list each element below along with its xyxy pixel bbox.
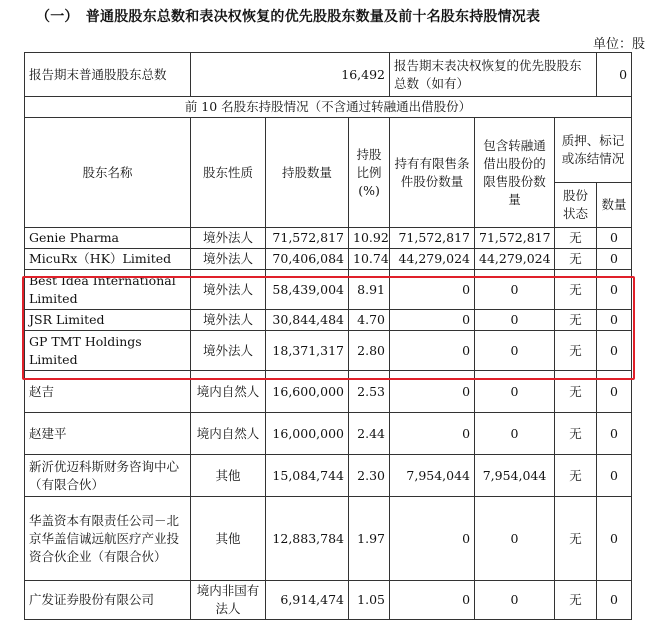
- row-shares: 18,371,317: [266, 331, 349, 371]
- header-ratio: 持股比例(%): [349, 118, 390, 228]
- row-restricted: 71,572,817: [390, 228, 475, 249]
- row-restricted: 0: [390, 371, 475, 413]
- row-shares: 16,600,000: [266, 371, 349, 413]
- table-row: [25, 228, 632, 249]
- row-status: 无: [555, 310, 597, 331]
- row-type: 境外法人: [191, 310, 266, 331]
- pref-holders-value: 0: [597, 53, 632, 97]
- row-status: 无: [555, 371, 597, 413]
- section-row: [25, 97, 632, 118]
- row-type: 境外法人: [191, 270, 266, 310]
- row-name: 新沂优迈科斯财务咨询中心（有限合伙）: [25, 455, 191, 497]
- shareholder-table: [24, 52, 632, 620]
- row-ratio: 1.05: [349, 581, 390, 620]
- header-row-1: [25, 118, 632, 183]
- row-name: 华盖资本有限责任公司－北京华盖信诚远航医疗产业投资合伙企业（有限合伙）: [25, 497, 191, 581]
- unit-label: 单位：股: [592, 37, 645, 52]
- row-name: Best Idea International Limited: [25, 270, 191, 310]
- table-row: [25, 581, 632, 620]
- row-lent: 0: [475, 310, 555, 331]
- row-type: 其他: [191, 497, 266, 581]
- row-status: 无: [555, 228, 597, 249]
- common-holders-label: 报告期末普通股股东总数: [25, 53, 191, 97]
- row-qty: 0: [597, 497, 632, 581]
- header-type: 股东性质: [191, 118, 266, 228]
- header-pledge: 质押、标记或冻结情况: [555, 118, 632, 183]
- row-ratio: 8.91: [349, 270, 390, 310]
- row-restricted: 0: [390, 270, 475, 310]
- row-status: 无: [555, 331, 597, 371]
- header-restricted: 持有有限售条件股份数量: [390, 118, 475, 228]
- row-shares: 70,406,084: [266, 249, 349, 270]
- row-restricted: 0: [390, 497, 475, 581]
- row-shares: 71,572,817: [266, 228, 349, 249]
- row-lent: 71,572,817: [475, 228, 555, 249]
- row-ratio: 1.97: [349, 497, 390, 581]
- row-lent: 0: [475, 331, 555, 371]
- row-shares: 15,084,744: [266, 455, 349, 497]
- row-shares: 30,844,484: [266, 310, 349, 331]
- row-name: MicuRx（HK）Limited: [25, 249, 191, 270]
- row-ratio: 2.44: [349, 413, 390, 455]
- row-type: 境外法人: [191, 249, 266, 270]
- header-lent-restricted: 包含转融通借出股份的限售股份数量: [475, 118, 555, 228]
- row-lent: 0: [475, 270, 555, 310]
- row-status: 无: [555, 270, 597, 310]
- row-lent: 7,954,044: [475, 455, 555, 497]
- row-qty: 0: [597, 310, 632, 331]
- row-lent: 0: [475, 371, 555, 413]
- row-status: 无: [555, 413, 597, 455]
- row-qty: 0: [597, 455, 632, 497]
- row-qty: 0: [597, 249, 632, 270]
- row-qty: 0: [597, 581, 632, 620]
- row-name: 赵建平: [25, 413, 191, 455]
- row-name: 赵吉: [25, 371, 191, 413]
- table-row: [25, 497, 632, 581]
- row-restricted: 0: [390, 581, 475, 620]
- pref-holders-label: 报告期末表决权恢复的优先股股东总数（如有）: [390, 53, 597, 97]
- row-restricted: 0: [390, 310, 475, 331]
- row-status: 无: [555, 455, 597, 497]
- table-row: [25, 371, 632, 413]
- row-type: 其他: [191, 455, 266, 497]
- row-type: 境外法人: [191, 331, 266, 371]
- row-restricted: 7,954,044: [390, 455, 475, 497]
- header-pledge-status: 股份状态: [555, 183, 597, 228]
- row-name: Genie Pharma: [25, 228, 191, 249]
- row-qty: 0: [597, 331, 632, 371]
- row-ratio: 10.74: [349, 249, 390, 270]
- row-name: JSR Limited: [25, 310, 191, 331]
- table-row: [25, 413, 632, 455]
- row-status: 无: [555, 249, 597, 270]
- section-title: 前 10 名股东持股情况（不含通过转融通出借股份）: [25, 97, 632, 118]
- row-lent: 0: [475, 413, 555, 455]
- common-holders-value: 16,492: [191, 53, 390, 97]
- row-restricted: 0: [390, 413, 475, 455]
- row-lent: 44,279,024: [475, 249, 555, 270]
- table-row: [25, 249, 632, 270]
- row-type: 境外法人: [191, 228, 266, 249]
- row-ratio: 2.53: [349, 371, 390, 413]
- table-row: [25, 331, 632, 371]
- summary-row: [25, 53, 632, 97]
- row-shares: 58,439,004: [266, 270, 349, 310]
- row-shares: 16,000,000: [266, 413, 349, 455]
- table-row: [25, 270, 632, 310]
- row-name: 广发证券股份有限公司: [25, 581, 191, 620]
- row-lent: 0: [475, 581, 555, 620]
- table-row: [25, 455, 632, 497]
- row-lent: 0: [475, 497, 555, 581]
- row-ratio: 2.80: [349, 331, 390, 371]
- row-shares: 12,883,784: [266, 497, 349, 581]
- row-qty: 0: [597, 371, 632, 413]
- row-type: 境内非国有法人: [191, 581, 266, 620]
- header-name: 股东名称: [25, 118, 191, 228]
- row-shares: 6,914,474: [266, 581, 349, 620]
- header-pledge-qty: 数量: [597, 183, 632, 228]
- row-ratio: 4.70: [349, 310, 390, 331]
- row-status: 无: [555, 497, 597, 581]
- row-type: 境内自然人: [191, 413, 266, 455]
- header-shares: 持股数量: [266, 118, 349, 228]
- table-title: （一） 普通股股东总数和表决权恢复的优先股股东数量及前十名股东持股情况表: [36, 9, 541, 25]
- row-qty: 0: [597, 413, 632, 455]
- row-restricted: 0: [390, 331, 475, 371]
- row-status: 无: [555, 581, 597, 620]
- row-qty: 0: [597, 228, 632, 249]
- row-name: GP TMT Holdings Limited: [25, 331, 191, 371]
- row-type: 境内自然人: [191, 371, 266, 413]
- row-restricted: 44,279,024: [390, 249, 475, 270]
- row-ratio: 10.92: [349, 228, 390, 249]
- row-ratio: 2.30: [349, 455, 390, 497]
- row-qty: 0: [597, 270, 632, 310]
- table-row: [25, 310, 632, 331]
